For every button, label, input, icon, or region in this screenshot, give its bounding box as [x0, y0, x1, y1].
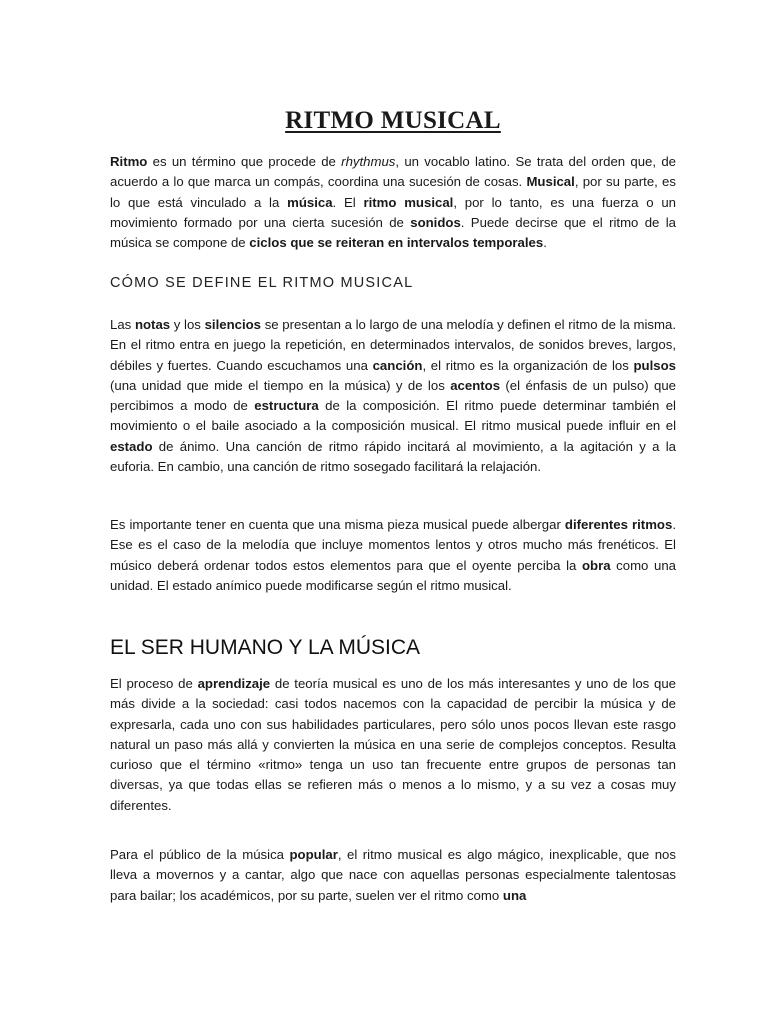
- text-run: , un vocablo latino. Se trata del orden que, de acuerdo a lo que marca un compás, coordina una sucesión de cosas.: [110, 154, 676, 190]
- text-run: Para el público de la música: [110, 847, 290, 862]
- bold-term: acentos: [450, 377, 501, 393]
- text-run: , el ritmo es la organización de los: [422, 357, 634, 373]
- bold-term: Musical: [526, 174, 575, 190]
- text-run: se presentan a lo largo de una melodía y definen el ritmo de la misma. En el ritmo entra en juego la repetición, en determinados intervalos, de sonidos breves, largos, débiles y fuertes. Cuando escuchamos una: [110, 317, 676, 373]
- bold-term: silencios: [204, 317, 262, 332]
- text-run: (el énfasis de un pulso) que percibimos a modo de: [110, 377, 676, 414]
- bold-term: notas: [134, 317, 171, 332]
- bold-term: popular: [289, 847, 338, 862]
- text-run: (una unidad que mide el tiempo en la música) y de los: [110, 377, 451, 393]
- title-text: RITMO MUSICAL: [285, 107, 501, 134]
- text-run: . Puede decirse que el ritmo de la música se compone de: [110, 214, 676, 251]
- paragraph-notes-silences: [110, 315, 676, 477]
- text-run: Las: [110, 317, 135, 332]
- paragraph-popular: [110, 845, 676, 906]
- text-run: . El: [332, 194, 364, 210]
- text-run: como una unidad. El estado anímico puede modificarse según el ritmo musical.: [110, 557, 676, 593]
- text-run: . Ese es el caso de la melodía que incluye momentos lentos y otros mucho más frenéticos. El músico deberá ordenar todos estos elementos para que el oyente perciba la: [110, 517, 676, 573]
- text-run: es un término que procede de: [147, 154, 342, 169]
- bold-term: estado: [110, 438, 153, 454]
- italic-term: rhythmus: [341, 154, 396, 169]
- text-run: Es importante tener en cuenta que una misma pieza musical puede albergar: [110, 517, 565, 532]
- paragraph-learning: [110, 674, 676, 816]
- paragraph-different-rhythms: [110, 515, 676, 596]
- text-run: de la composición. El ritmo puede determinar también el movimiento o el baile asociado a la composición musical. El ritmo musical puede influir en el: [110, 398, 676, 434]
- bold-term: canción: [372, 357, 423, 373]
- text-run: El proceso de: [110, 676, 198, 691]
- bold-term: estructura: [254, 398, 319, 414]
- section-heading-human: EL SER HUMANO Y LA MÚSICA: [110, 636, 421, 659]
- text-run: y los: [170, 317, 205, 332]
- text-run: , por su parte, es lo que está vinculado a la: [110, 174, 676, 210]
- section-heading-define: CÓMO SE DEFINE EL RITMO MUSICAL: [110, 275, 414, 291]
- document-title: [0, 107, 768, 135]
- bold-term: aprendizaje: [197, 676, 271, 691]
- text-run: , por lo tanto, es una fuerza o un movimiento formado por una cierta sucesión de: [110, 194, 677, 230]
- text-run: de ánimo. Una canción de ritmo rápido incitará al movimiento, a la agitación y a la euforia. En cambio, una canción de ritmo sosegado facilitará la relajación.: [110, 438, 676, 475]
- text-run: .: [543, 235, 547, 251]
- text-run: , el ritmo musical es algo mágico, inexplicable, que nos lleva a movernos y a cantar, algo que nace con aquellas personas especialmente talentosas para bailar; los académicos, por su parte, suelen ver el ritmo como: [110, 847, 676, 903]
- bold-term: una: [502, 887, 527, 903]
- bold-term: pulsos: [633, 357, 676, 373]
- text-run: de teoría musical es uno de los más interesantes y uno de los que más divide a la sociedad: casi todos nacemos con la capacidad de percibir la música y de expresarla, cada uno con sus habilidades particulares, pero sólo unos pocos llevan este rasgo natural un paso más allá y convierten la música en una serie de complejos conceptos. Resulta curioso que el término «ritmo» tenga un uso tan frecuente entre grupos de personas tan diversas, ya que todas ellas se refieren más o menos a lo mismo, y a su vez a cosas muy diferentes.: [110, 676, 676, 813]
- bold-term: ciclos que se reiteran en intervalos temporales: [249, 235, 544, 251]
- bold-term: música: [287, 194, 333, 210]
- bold-term: sonidos: [410, 214, 461, 230]
- bold-term: obra: [581, 557, 611, 573]
- bold-term: Ritmo: [110, 154, 148, 169]
- bold-term: diferentes ritmos: [564, 517, 673, 532]
- paragraph-intro: [110, 152, 676, 253]
- bold-term: ritmo musical: [363, 194, 454, 210]
